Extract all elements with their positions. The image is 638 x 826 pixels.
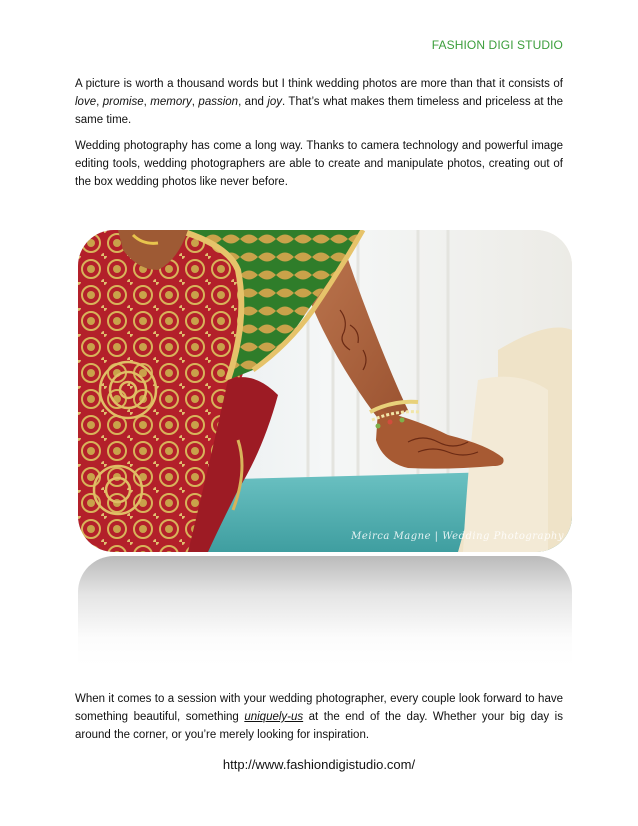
- wedding-photo: [78, 230, 572, 552]
- emphasis-memory: memory: [150, 96, 192, 108]
- footer-url[interactable]: http://www.fashiondigistudio.com/: [222, 757, 416, 772]
- text-span: ,: [96, 96, 103, 108]
- text-span: . That’s what makes them timeless and priceless at the same time.: [75, 96, 564, 126]
- text-span: at the end of the day. Whether your big day is around the corner, or you’re merely looking for inspiration.: [75, 711, 563, 741]
- photo-watermark: Meirca Magne | Wedding Photography: [351, 531, 564, 542]
- intro-paragraph: [75, 75, 563, 129]
- text-span: , and: [238, 96, 268, 108]
- emphasis-uniquely-us: uniquely-us: [244, 711, 304, 723]
- text-span: ,: [143, 96, 151, 108]
- emphasis-love: love: [75, 96, 97, 108]
- header-title: FASHION DIGI STUDIO: [431, 38, 563, 52]
- text-span: ,: [191, 96, 199, 108]
- emphasis-promise: promise: [102, 96, 144, 108]
- wedding-photo-illustration: [78, 230, 572, 552]
- photography-paragraph: Wedding photography has come a long way. Thanks to camera technology and powerful image editing tools, wedding photographers are able to create and manipulate photos, creating out of the box wedding photos like never before.: [75, 140, 563, 188]
- emphasis-joy: joy: [267, 96, 283, 108]
- text-span: When it comes to a session with your wedding photographer, every couple look forward to have something beautiful, something: [75, 693, 563, 723]
- text-span: A picture is worth a thousand words but I think wedding photos are more than that it consists of: [75, 78, 563, 90]
- emphasis-passion: passion: [198, 96, 239, 108]
- photo-reflection: [78, 556, 572, 666]
- closing-paragraph: [75, 690, 563, 744]
